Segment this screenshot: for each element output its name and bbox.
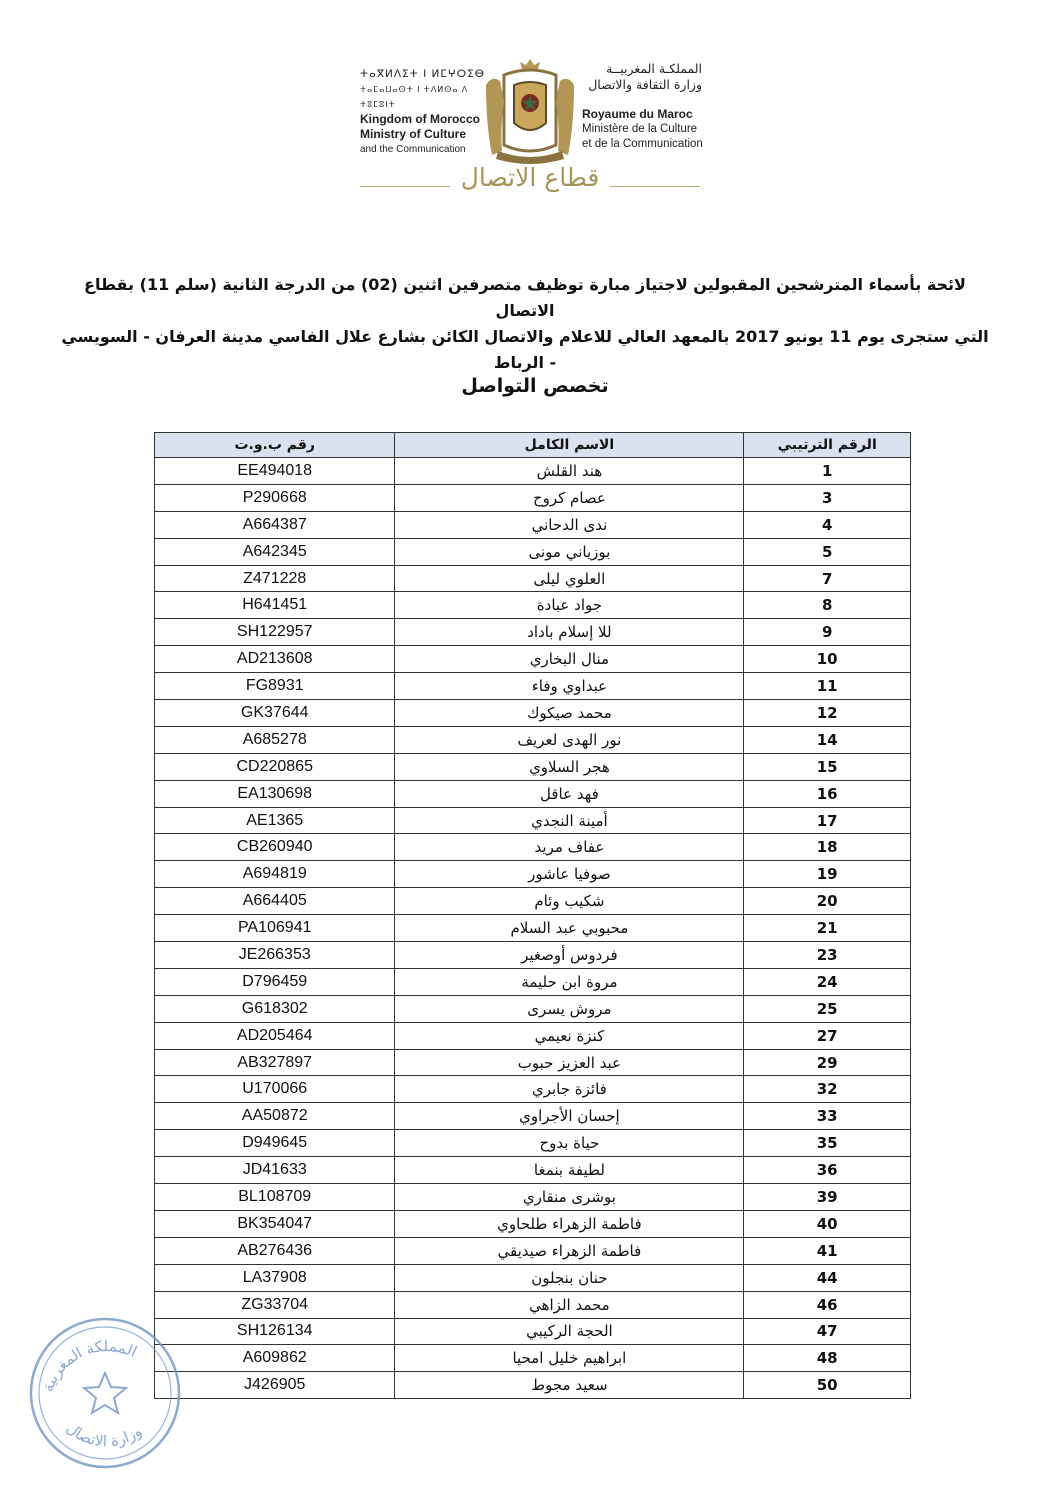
cell-name: سعيد مجوط xyxy=(395,1372,744,1399)
cell-id: AD205464 xyxy=(155,1022,395,1049)
cell-name: نور الهدى لعريف xyxy=(395,726,744,753)
en-ministry-cont: and the Communication xyxy=(360,144,466,155)
cell-id: Z471228 xyxy=(155,565,395,592)
table-row xyxy=(155,1076,911,1103)
cell-num: 14 xyxy=(744,726,911,753)
cell-num: 16 xyxy=(744,780,911,807)
tifinagh-kingdom: ⵜⴰⴳⵍⴷⵉⵜ ⵏ ⵍⵎⵖⵔⵉⴱ xyxy=(360,68,486,80)
cell-num: 50 xyxy=(744,1372,911,1399)
letterhead-right-fr xyxy=(582,107,712,152)
cell-num: 48 xyxy=(744,1345,911,1372)
table-row xyxy=(155,1103,911,1130)
ar-ministry: وزارة الثقافة والاتصال xyxy=(588,77,702,92)
cell-id: A664405 xyxy=(155,888,395,915)
table-row xyxy=(155,807,911,834)
cell-name: مروش يسرى xyxy=(395,995,744,1022)
cell-name: حنان بنجلون xyxy=(395,1264,744,1291)
table-header-row xyxy=(155,433,911,458)
table-row xyxy=(155,1237,911,1264)
cell-name: عفاف مريد xyxy=(395,834,744,861)
sector-name: قطاع الاتصال xyxy=(460,163,600,192)
cell-num: 5 xyxy=(744,538,911,565)
header-id: رقم ب.و.ت xyxy=(155,433,395,458)
coat-of-arms-icon xyxy=(478,55,582,165)
cell-name: للا إسلام باداد xyxy=(395,619,744,646)
cell-num: 23 xyxy=(744,942,911,969)
cell-num: 29 xyxy=(744,1049,911,1076)
letterhead xyxy=(0,55,1060,205)
table-row xyxy=(155,726,911,753)
stamp-text-top: المملكة المغربية xyxy=(38,1337,140,1395)
cell-id: BL108709 xyxy=(155,1184,395,1211)
table-row xyxy=(155,484,911,511)
cell-num: 18 xyxy=(744,834,911,861)
fr-kingdom: Royaume du Maroc xyxy=(582,107,693,121)
table-row xyxy=(155,995,911,1022)
cell-num: 8 xyxy=(744,592,911,619)
cell-name: فردوس أوصغير xyxy=(395,942,744,969)
en-kingdom: Kingdom of Morocco xyxy=(360,112,480,126)
cell-name: محمد الزاهي xyxy=(395,1291,744,1318)
table-row xyxy=(155,1291,911,1318)
cell-id: A642345 xyxy=(155,538,395,565)
cell-num: 35 xyxy=(744,1130,911,1157)
cell-name: إحسان الأجراوي xyxy=(395,1103,744,1130)
fr-ministry-cont: et de la Communication xyxy=(582,138,703,150)
table-row xyxy=(155,1372,911,1399)
cell-id: GK37644 xyxy=(155,700,395,727)
cell-num: 36 xyxy=(744,1157,911,1184)
cell-name: صوفيا عاشور xyxy=(395,861,744,888)
table-row xyxy=(155,888,911,915)
cell-num: 20 xyxy=(744,888,911,915)
table-row xyxy=(155,1184,911,1211)
cell-num: 10 xyxy=(744,646,911,673)
cell-num: 24 xyxy=(744,968,911,995)
table-row xyxy=(155,1210,911,1237)
cell-name: هجر السلاوي xyxy=(395,753,744,780)
table-row xyxy=(155,780,911,807)
table-row xyxy=(155,834,911,861)
cell-name: محبوبي عبد السلام xyxy=(395,915,744,942)
cell-num: 12 xyxy=(744,700,911,727)
cell-id: J426905 xyxy=(155,1372,395,1399)
cell-id: EE494018 xyxy=(155,458,395,485)
cell-num: 15 xyxy=(744,753,911,780)
table-row xyxy=(155,861,911,888)
table-row xyxy=(155,646,911,673)
cell-name: فهد عاقل xyxy=(395,780,744,807)
table-row xyxy=(155,511,911,538)
cell-num: 46 xyxy=(744,1291,911,1318)
table-row xyxy=(155,1022,911,1049)
cell-id: A685278 xyxy=(155,726,395,753)
tifinagh-ministry: ⵜⴰⵎⴰⵡⴰⵙⵜ ⵏ ⵜⴷⵍⵙⴰ ⴷ ⵜⵓⵎⵓⵏⵜ xyxy=(360,85,469,109)
cell-name: ابراهيم خليل امحيا xyxy=(395,1345,744,1372)
star-icon xyxy=(84,1373,126,1413)
table-row xyxy=(155,968,911,995)
cell-name: فائزة جابري xyxy=(395,1076,744,1103)
cell-num: 19 xyxy=(744,861,911,888)
cell-name: محمد صيكوك xyxy=(395,700,744,727)
table-row xyxy=(155,1049,911,1076)
document-title xyxy=(60,272,990,376)
cell-name: أمينة النجدي xyxy=(395,807,744,834)
cell-id: A664387 xyxy=(155,511,395,538)
cell-id: JD41633 xyxy=(155,1157,395,1184)
cell-id: G618302 xyxy=(155,995,395,1022)
title-line-1: لائحة بأسماء المترشحين المقبولين لاجتياز مبارة توظيف متصرفين اثنين (02) من الدرجة الثانية (سلم 11) بقطاع الاتصال xyxy=(84,275,966,320)
cell-name: منال البخاري xyxy=(395,646,744,673)
cell-name: عبداوي وفاء xyxy=(395,673,744,700)
cell-id: A694819 xyxy=(155,861,395,888)
cell-name: لطيفة بنمغا xyxy=(395,1157,744,1184)
cell-id: D796459 xyxy=(155,968,395,995)
table-row xyxy=(155,458,911,485)
cell-name: ندى الدحاني xyxy=(395,511,744,538)
table-row xyxy=(155,700,911,727)
cell-id: CB260940 xyxy=(155,834,395,861)
cell-id: P290668 xyxy=(155,484,395,511)
cell-id: SH126134 xyxy=(155,1318,395,1345)
cell-id: FG8931 xyxy=(155,673,395,700)
cell-num: 47 xyxy=(744,1318,911,1345)
cell-num: 21 xyxy=(744,915,911,942)
cell-id: D949645 xyxy=(155,1130,395,1157)
cell-num: 33 xyxy=(744,1103,911,1130)
table-row xyxy=(155,1157,911,1184)
cell-num: 11 xyxy=(744,673,911,700)
cell-id: EA130698 xyxy=(155,780,395,807)
cell-name: العلوي ليلى xyxy=(395,565,744,592)
ar-kingdom: المملكـة المغربيــة xyxy=(606,61,702,76)
cell-name: جواد عبادة xyxy=(395,592,744,619)
table-row xyxy=(155,592,911,619)
cell-id: CD220865 xyxy=(155,753,395,780)
table-row xyxy=(155,538,911,565)
cell-name: فاطمة الزهراء صيديقي xyxy=(395,1237,744,1264)
divider-right xyxy=(610,186,700,187)
cell-id: AB327897 xyxy=(155,1049,395,1076)
cell-num: 39 xyxy=(744,1184,911,1211)
cell-num: 3 xyxy=(744,484,911,511)
en-ministry: Ministry of Culture xyxy=(360,127,467,141)
table-row xyxy=(155,1130,911,1157)
table-row xyxy=(155,1318,911,1345)
table-row xyxy=(155,942,911,969)
cell-name: هند القلش xyxy=(395,458,744,485)
table-row xyxy=(155,619,911,646)
cell-id: AD213608 xyxy=(155,646,395,673)
cell-name: كنزة نعيمي xyxy=(395,1022,744,1049)
specialty-heading: تخصص التواصل xyxy=(461,375,609,397)
cell-num: 40 xyxy=(744,1210,911,1237)
title-line-2: التي ستجرى يوم 11 يونيو 2017 بالمعهد العالي للاعلام والاتصال الكائن بشارع علال الفاسي مدينة العرفان - السويسي - الرباط xyxy=(61,327,989,372)
cell-id: PA106941 xyxy=(155,915,395,942)
cell-id: U170066 xyxy=(155,1076,395,1103)
table-row xyxy=(155,753,911,780)
table-row xyxy=(155,1264,911,1291)
table-row xyxy=(155,673,911,700)
header-num: الرقم الترتيبي xyxy=(744,433,911,458)
header-name: الاسم الكامل xyxy=(395,433,744,458)
cell-num: 4 xyxy=(744,511,911,538)
cell-name: الحجة الركيبي xyxy=(395,1318,744,1345)
cell-id: ZG33704 xyxy=(155,1291,395,1318)
cell-num: 32 xyxy=(744,1076,911,1103)
cell-id: BK354047 xyxy=(155,1210,395,1237)
cell-id: JE266353 xyxy=(155,942,395,969)
cell-id: H641451 xyxy=(155,592,395,619)
cell-num: 25 xyxy=(744,995,911,1022)
table-row xyxy=(155,915,911,942)
cell-num: 1 xyxy=(744,458,911,485)
cell-id: LA37908 xyxy=(155,1264,395,1291)
cell-id: A609862 xyxy=(155,1345,395,1372)
cell-name: فاطمة الزهراء طلحاوي xyxy=(395,1210,744,1237)
divider-left xyxy=(360,186,450,187)
cell-num: 41 xyxy=(744,1237,911,1264)
candidates-table xyxy=(154,432,911,1399)
cell-name: حياة بدوح xyxy=(395,1130,744,1157)
cell-num: 44 xyxy=(744,1264,911,1291)
cell-name: مروة ابن حليمة xyxy=(395,968,744,995)
cell-id: AA50872 xyxy=(155,1103,395,1130)
cell-name: بوزياني مونى xyxy=(395,538,744,565)
cell-num: 17 xyxy=(744,807,911,834)
table-row xyxy=(155,565,911,592)
letterhead-right-ar xyxy=(582,61,702,93)
cell-name: عصام كروح xyxy=(395,484,744,511)
cell-num: 9 xyxy=(744,619,911,646)
cell-id: AE1365 xyxy=(155,807,395,834)
official-stamp xyxy=(20,1305,190,1475)
cell-name: شكيب وئام xyxy=(395,888,744,915)
fr-ministry: Ministère de la Culture xyxy=(582,123,698,135)
cell-id: AB276436 xyxy=(155,1237,395,1264)
cell-num: 7 xyxy=(744,565,911,592)
cell-name: بوشرى منقاري xyxy=(395,1184,744,1211)
table-row xyxy=(155,1345,911,1372)
stamp-text-bottom: وزارة الاتصال xyxy=(62,1418,146,1451)
cell-num: 27 xyxy=(744,1022,911,1049)
cell-id: SH122957 xyxy=(155,619,395,646)
cell-name: عبد العزيز حبوب xyxy=(395,1049,744,1076)
